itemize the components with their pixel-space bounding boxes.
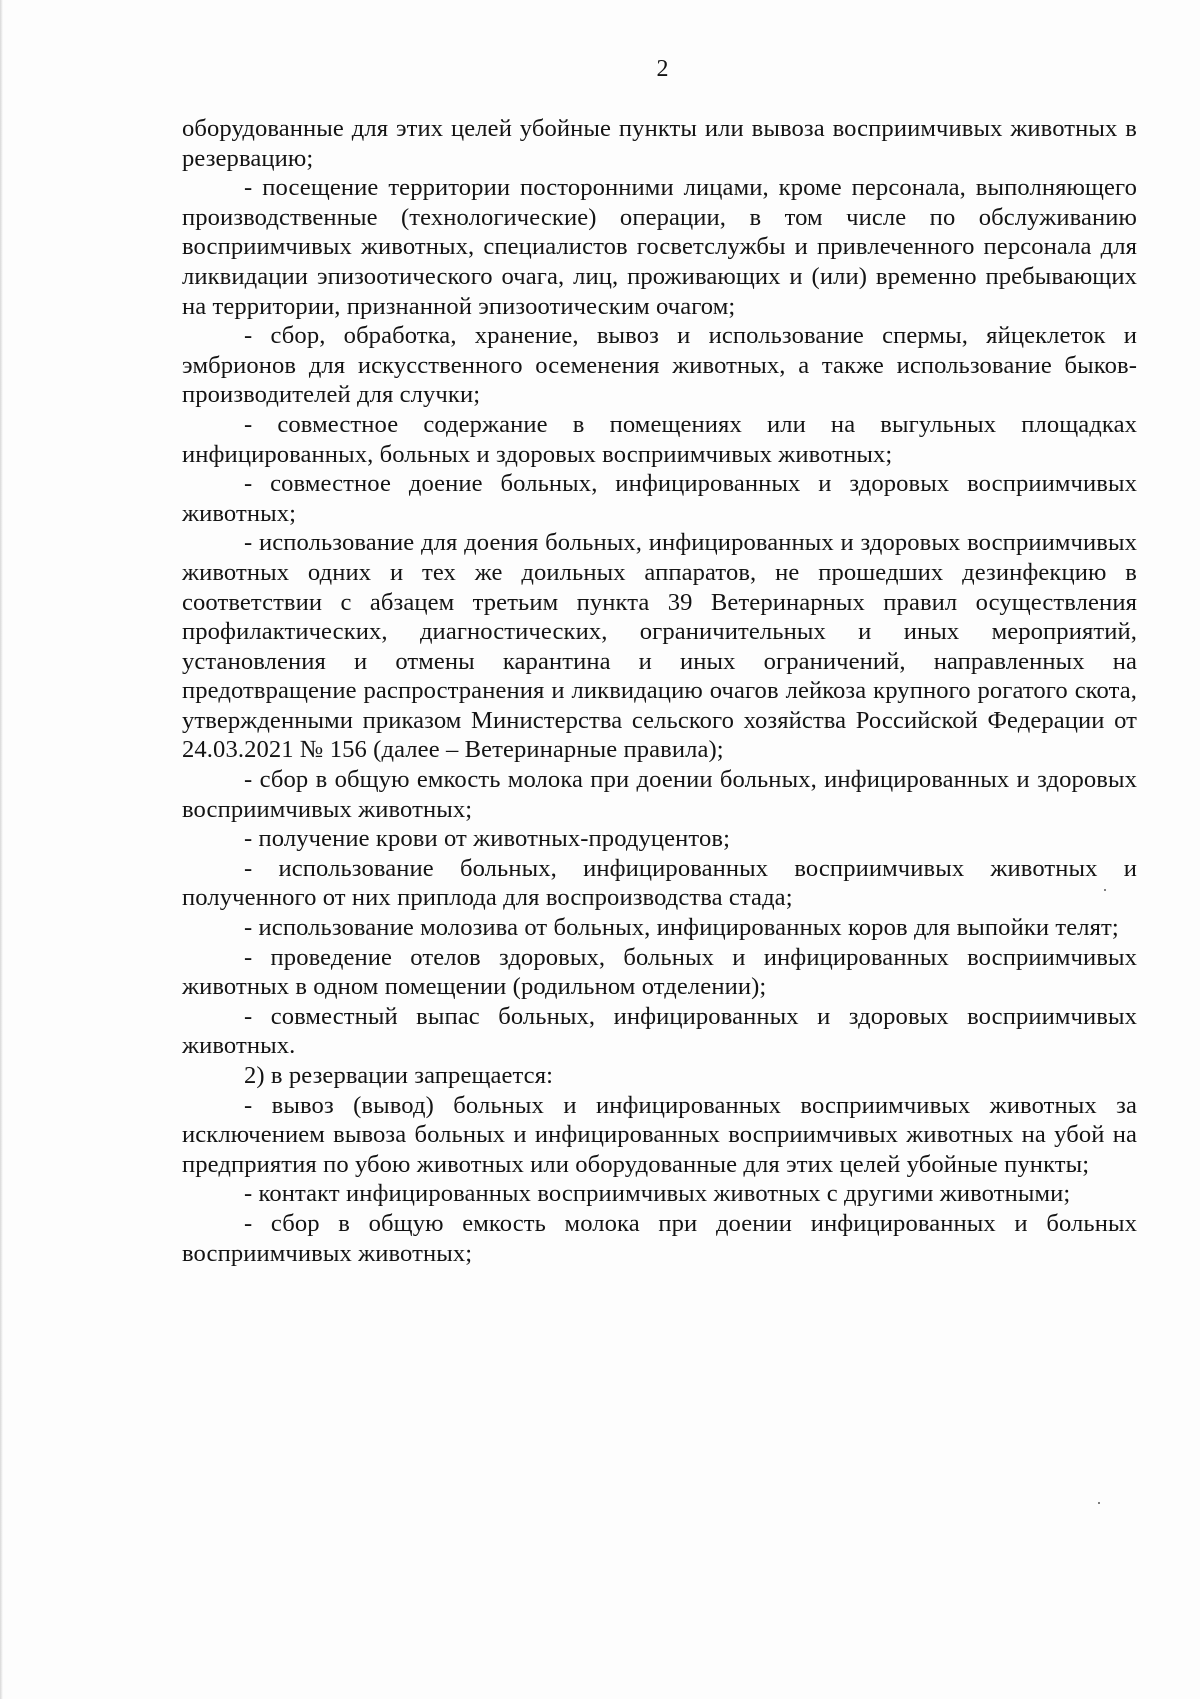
paragraph-item: - использование молозива от больных, инфицированных коров для выпойки телят; — [244, 914, 1119, 942]
scan-edge-shadow — [0, 0, 3, 1699]
section-heading: 2) в резервации запрещается: — [244, 1062, 554, 1089]
paragraph-item: - вывоз (вывод) больных и инфицированных восприимчивых животных за исключением вывоза больных и инфицированных восприимчивых животных на убой на предприятия по убою животных или оборудованные для этих целей убойные пункты; — [182, 1091, 1137, 1178]
paragraph-item: - контакт инфицированных восприимчивых животных с другими животными; — [244, 1180, 1071, 1208]
document-body — [182, 114, 1137, 1268]
paragraph-item: - использование больных, инфицированных восприимчивых животных и полученного от них приплода для воспроизводства стада; — [182, 854, 1137, 912]
paragraph-item: - сбор в общую емкость молока при доении больных, инфицированных и здоровых восприимчивых животных; — [182, 766, 1137, 823]
scan-speck — [1098, 1502, 1100, 1504]
page-number: 2 — [656, 56, 669, 82]
paragraph-item: - сбор в общую емкость молока при доении инфицированных и больных восприимчивых животных; — [182, 1209, 1137, 1267]
paragraph-item: - использование для доения больных, инфицированных и здоровых восприимчивых животных одних и тех же доильных аппаратов, не прошедших дезинфекцию в соответствии с абзацем третьим пункта 39 Ветеринарных правил осуществления профилактических, диагностических, ограничительных и иных мероприятий, установления и отмены карантина и иных ограничений, направленных на предотвращение распространения и ликвидацию очагов лейкоза крупного рогатого скота, утвержденными приказом Министерства сельского хозяйства Российской Федерации от 24.03.2021 № 156 (далее – Ветеринарные правила); — [182, 529, 1137, 764]
paragraph-item: - проведение отелов здоровых, больных и инфицированных восприимчивых животных в одном помещении (родильном отделении); — [182, 943, 1137, 1001]
paragraph-item: - сбор, обработка, хранение, вывоз и использование спермы, яйцеклеток и эмбрионов для искусственного осеменения животных, а также использование быков-производителей для случки; — [182, 322, 1137, 409]
paragraph-item: - совместное доение больных, инфицированных и здоровых восприимчивых животных; — [182, 470, 1137, 527]
scan-speck — [1104, 889, 1106, 891]
paragraph-item: - получение крови от животных-продуцентов; — [244, 825, 730, 853]
paragraph-continuation: оборудованные для этих целей убойные пункты или вывоза восприимчивых животных в резервацию; — [182, 115, 1137, 172]
paragraph-item: - совместное содержание в помещениях или на выгульных площадках инфицированных, больных и здоровых восприимчивых животных; — [182, 410, 1137, 468]
paragraph-item: - совместный выпас больных, инфицированных и здоровых восприимчивых животных. — [182, 1002, 1137, 1060]
paragraph-item: - посещение территории посторонними лицами, кроме персонала, выполняющего производственные (технологические) операции, в том числе по обслуживанию восприимчивых животных, специалистов госветслужбы и привлеченного персонала для ликвидации эпизоотического очага, лиц, проживающих и (или) временно пребывающих на территории, признанной эпизоотическим очагом; — [182, 174, 1137, 320]
